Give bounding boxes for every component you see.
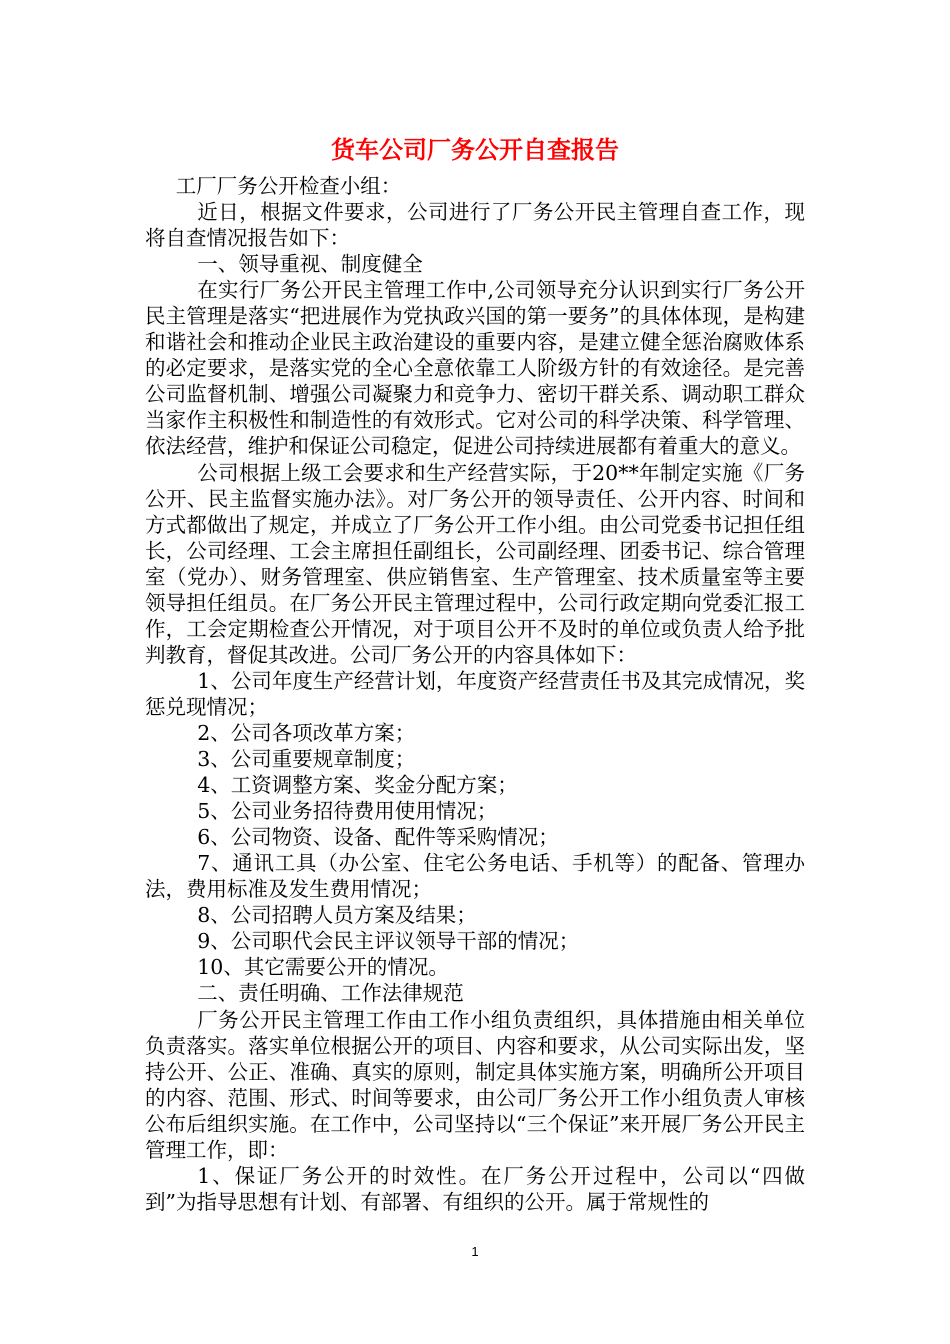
list-item: 5、公司业务招待费用使用情况； bbox=[197, 799, 498, 824]
list-item: 9、公司职代会民主评议领导干部的情况； bbox=[197, 929, 580, 954]
list-item: 4、工资调整方案、奖金分配方案； bbox=[197, 773, 518, 798]
list-item: 10、其它需要公开的情况。 bbox=[197, 955, 449, 980]
list-item: 7、通讯工具（办公室、住宅公务电话、手机等）的配备、管理办法，费用标准及发生费用情况； bbox=[145, 851, 805, 902]
list-item: 1、公司年度生产经营计划，年度资产经营责任书及其完成情况，奖惩兑现情况； bbox=[145, 668, 805, 719]
section-heading: 二、责任明确、工作法律规范 bbox=[197, 981, 464, 1006]
list-item: 6、公司物资、设备、配件等采购情况； bbox=[197, 825, 559, 850]
salutation: 工厂厂务公开检查小组： bbox=[175, 174, 402, 198]
paragraph: 1、保证厂务公开的时效性。在厂务公开过程中，公司以“四做到”为指导思想有计划、有部署、有组织的公开。属于常规性的 bbox=[145, 1163, 805, 1214]
paragraph: 厂务公开民主管理工作由工作小组负责组织，具体措施由相关单位负责落实。落实单位根据公开的项目、内容和要求，从公司实际出发，坚持公开、公正、准确、真实的原则，制定具体实施方案，明确所公开项目的内容、范围、形式、时间等要求，由公司厂务公开工作小组负责人审核公布后组织实施。在工作中，公司坚持以“三个保证”来开展厂务公开民主管理工作，即： bbox=[145, 1007, 805, 1162]
list-item: 8、公司招聘人员方案及结果； bbox=[197, 903, 477, 928]
list-item: 3、公司重要规章制度； bbox=[197, 747, 416, 772]
paragraph: 近日，根据文件要求，公司进行了厂务公开民主管理自查工作，现将自查情况报告如下： bbox=[145, 200, 805, 251]
list-item: 2、公司各项改革方案； bbox=[197, 720, 416, 745]
page-number: 1 bbox=[471, 1244, 479, 1259]
document-body bbox=[145, 173, 805, 1215]
paragraph: 公司根据上级工会要求和生产经营实际，于20**年制定实施《厂务公开、民主监督实施办法》。对厂务公开的领导责任、公开内容、时间和方式都做出了规定，并成立了厂务公开工作小组。由公司党委书记担任组长，公司经理、工会主席担任副组长，公司副经理、团委书记、综合管理室（党办）、财务管理室、供应销售室、生产管理室、技术质量室等主要领导担任组员。在厂务公开民主管理过程中，公司行政定期向党委汇报工作，工会定期检查公开情况，对于项目公开不及时的单位或负责人给予批判教育，督促其改进。公司厂务公开的内容具体如下： bbox=[145, 460, 805, 667]
document-title: 货车公司厂务公开自查报告 bbox=[331, 135, 619, 164]
section-heading: 一、领导重视、制度健全 bbox=[197, 252, 423, 277]
paragraph: 在实行厂务公开民主管理工作中,公司领导充分认识到实行厂务公开民主管理是落实“把进展作为党执政兴国的第一要务”的具体体现，是构建和谐社会和推动企业民主政治建设的重要内容，是建立健全惩治腐败体系的必定要求，是落实党的全心全意依靠工人阶级方针的有效途径。是完善公司监督机制、增强公司凝聚力和竞争力、密切干群关系、调动职工群众当家作主积极性和制造性的有效形式。它对公司的科学决策、科学管理、依法经营，维护和保证公司稳定，促进公司持续进展都有着重大的意义。 bbox=[145, 278, 805, 459]
